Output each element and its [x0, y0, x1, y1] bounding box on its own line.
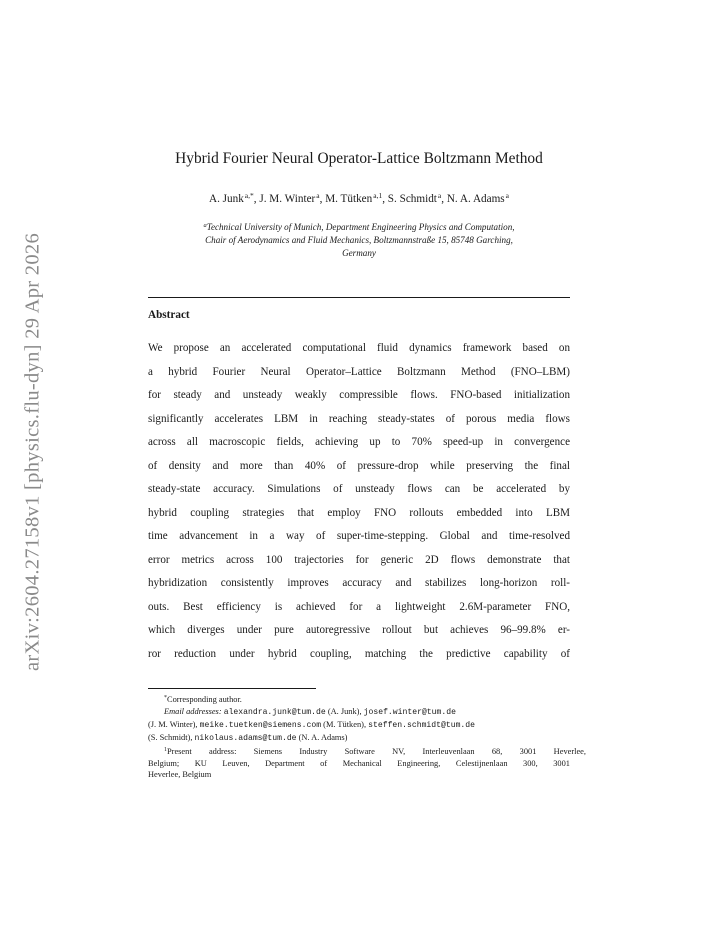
author-affiliation-marker: a: [505, 191, 509, 200]
abstract-line: a hybrid Fourier Neural Operator–Lattice Boltzmann Method (FNO–LBM): [148, 365, 570, 378]
author-name: N. A. Adams: [446, 193, 505, 205]
email-link[interactable]: steffen.schmidt@tum.de: [368, 720, 475, 730]
abstract-line: across all macroscopic fields, achieving up to 70% speed-up in convergence: [148, 436, 570, 448]
abstract-line: significantly accelerates LBM in reaching steady-states of porous media flows: [148, 412, 570, 425]
affiliation-line: Germany: [342, 248, 376, 258]
author-list: A. Junk$^{a,*}$, J. M. Winter$^a$, M. Tütken$^{a,1}$, S. Schmidt$^a$, N. A. Adams$^a$: [208, 191, 509, 205]
abstract-body: [148, 337, 570, 666]
abstract-line: hybrid coupling strategies that employ FNO rollouts embedded into LBM: [148, 506, 570, 519]
author-affiliation-marker: a: [437, 191, 442, 200]
author-affiliation-marker: a,*: [244, 191, 254, 200]
email-addresses-line: Email addresses: alexandra.junk@tum.de (A. Junk), josef.winter@tum.de: [164, 706, 456, 717]
abstract-line: We propose an accelerated computational fluid dynamics framework based on: [148, 342, 570, 354]
abstract-line: time advancement in a way of super-time-stepping. Global and time-resolved: [148, 530, 570, 542]
abstract-heading: Abstract: [148, 309, 190, 321]
affiliation-block: [152, 219, 566, 260]
abstract-divider: [148, 297, 570, 298]
affiliation-line: Technical University of Munich, Department Engineering Physics and Computation,: [206, 222, 515, 232]
paper-title: Hybrid Fourier Neural Operator-Lattice Boltzmann Method: [175, 150, 543, 167]
affiliation-line: Chair of Aerodynamics and Fluid Mechanics, Boltzmannstraße 15, 85748 Garching,: [205, 235, 513, 245]
corresponding-author-note: *Corresponding author.: [164, 695, 242, 704]
author-name: J. M. Winter: [259, 193, 316, 205]
email-addresses-line: (S. Schmidt), nikolaus.adams@tum.de (N. A. Adams): [148, 732, 348, 743]
author-affiliation-marker: a: [316, 191, 320, 200]
abstract-line: error metrics across 100 trajectories for generic 2D flows demonstrate that: [148, 553, 570, 566]
present-address-note: Belgium; KU Leuven, Department of Mechanical Engineering, Celestijnenlaan 300, 3001: [148, 758, 570, 768]
present-address-note: $^1$Present address: Siemens Industry Software NV, Interleuvenlaan 68, 3001 Heverlee,: [164, 746, 586, 756]
email-link[interactable]: nikolaus.adams@tum.de: [194, 733, 297, 743]
email-addresses-line: (J. M. Winter), meike.tuetken@siemens.com (M. Tütken), steffen.schmidt@tum.de: [148, 719, 475, 730]
abstract-line: ror reduction under hybrid coupling, matching the predictive capability of: [148, 647, 570, 660]
author-name: M. Tütken: [325, 193, 373, 205]
abstract-line: for steady and unsteady weakly compressible flows. FNO-based initialization: [148, 389, 570, 401]
abstract-line: which diverges under pure autoregressive rollout but achieves 96–99.8% er-: [148, 624, 570, 636]
footnotes: [148, 693, 586, 781]
author-name: S. Schmidt: [387, 193, 437, 205]
arxiv-identifier-stamp: arXiv:2604.27158v1 [physics.flu-dyn] 29 Apr 2026: [21, 232, 44, 672]
email-link[interactable]: alexandra.junk@tum.de: [223, 707, 326, 717]
footnote-divider: [148, 688, 316, 689]
present-address-note: Heverlee, Belgium: [148, 770, 212, 780]
email-link[interactable]: meike.tuetken@siemens.com: [199, 720, 322, 730]
email-link[interactable]: josef.winter@tum.de: [363, 707, 456, 717]
abstract-line: hybridization consistently improves accuracy and stabilizes long-horizon roll-: [148, 577, 570, 589]
abstract-line: steady-state accuracy. Simulations of unsteady flows can be accelerated by: [148, 483, 570, 495]
abstract-line: outs. Best efficiency is achieved for a lightweight 2.6M-parameter FNO,: [148, 600, 570, 613]
affiliation-marker: a: [203, 222, 207, 229]
author-affiliation-marker: a,1: [373, 191, 383, 200]
abstract-line: of density and more than 40% of pressure-drop while preserving the final: [148, 459, 570, 472]
author-name: A. Junk: [208, 193, 244, 205]
